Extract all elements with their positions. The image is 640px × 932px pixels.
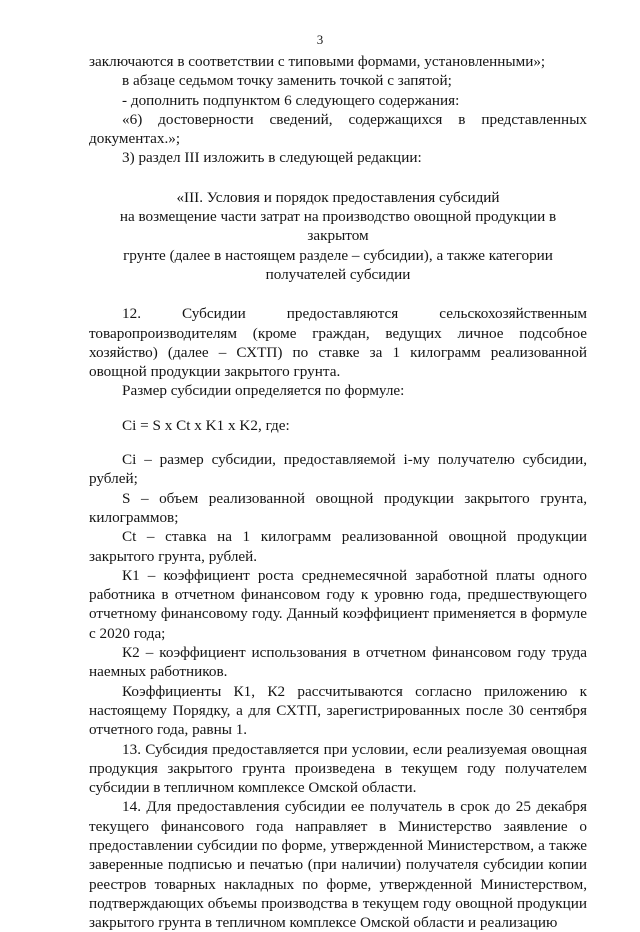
paragraph: Размер субсидии определяется по формуле:	[122, 382, 405, 400]
paragraph: Ct – ставка на 1 килограмм реализованной овощной продукции закрытого грунта, рублей.	[89, 528, 587, 565]
paragraph: Ci – размер субсидии, предоставляемой i-му получателю субсидии, рублей;	[89, 451, 587, 488]
paragraph: 13. Субсидия предоставляется при условии, если реализуемая овощная продукция закрытого грунта произведена в текущем году получателем субсидии в тепличном комплексе Омской области.	[89, 740, 587, 797]
section-heading-line: грунте (далее в настоящем разделе – субсидии), а также категории	[123, 246, 553, 264]
section-heading-line: получателей субсидии	[265, 265, 411, 283]
page-number: 3	[316, 32, 324, 47]
formula: Ci = S x Ct x K1 x K2, где:	[122, 416, 290, 434]
paragraph: К2 – коэффициент использования в отчетном финансовом году труда наемных работников.	[89, 644, 587, 681]
paragraph: 3) раздел III изложить в следующей редакции:	[122, 149, 422, 167]
paragraph: - дополнить подпунктом 6 следующего содержания:	[122, 91, 460, 109]
paragraph: К1 – коэффициент роста среднемесячной заработной платы одного работника в отчетном финансовом году к уровню года, предшествующего отчетному финансовому году. Данный коэффициент применяется в формуле с 2020 года;	[89, 566, 587, 642]
paragraph: Коэффициенты К1, К2 рассчитываются согласно приложению к настоящему Порядку, а для СХТП, зарегистрированных после 30 сентября отчетного года, равны 1.	[89, 682, 587, 739]
document-body	[89, 52, 587, 932]
section-heading-line: «III. Условия и порядок предоставления субсидий	[176, 188, 500, 206]
section-heading-line: на возмещение части затрат на производство овощной продукции в закрытом	[119, 208, 557, 245]
paragraph: 14. Для предоставления субсидии ее получатель в срок до 25 декабря текущего финансового года направляет в Министерство заявление о предоставлении субсидии по форме, утвержденной Министерством, а также заверенные подписью и печатью (при наличии) получателя субсидии копии реестров товарных накладных по форме, утвержденной Министерством, подтверждающих объемы производства в текущем году овощной продукции закрытого грунта в тепличном комплексе Омской области и реализацию	[89, 798, 587, 932]
paragraph: 12. Субсидии предоставляются сельскохозяйственным товаропроизводителям (кроме граждан, ведущих личное подсобное хозяйство) (далее – СХТП) по ставке за 1 килограмм реализованной овощной продукции закрытого грунта.	[89, 305, 587, 381]
paragraph: S – объем реализованной овощной продукции закрытого грунта, килограммов;	[89, 489, 587, 526]
paragraph: «6) достоверности сведений, содержащихся в представленных документах.»;	[89, 110, 587, 148]
paragraph: заключаются в соответствии с типовыми формами, установленными»;	[89, 53, 546, 70]
paragraph: в абзаце седьмом точку заменить точкой с запятой;	[122, 72, 452, 90]
